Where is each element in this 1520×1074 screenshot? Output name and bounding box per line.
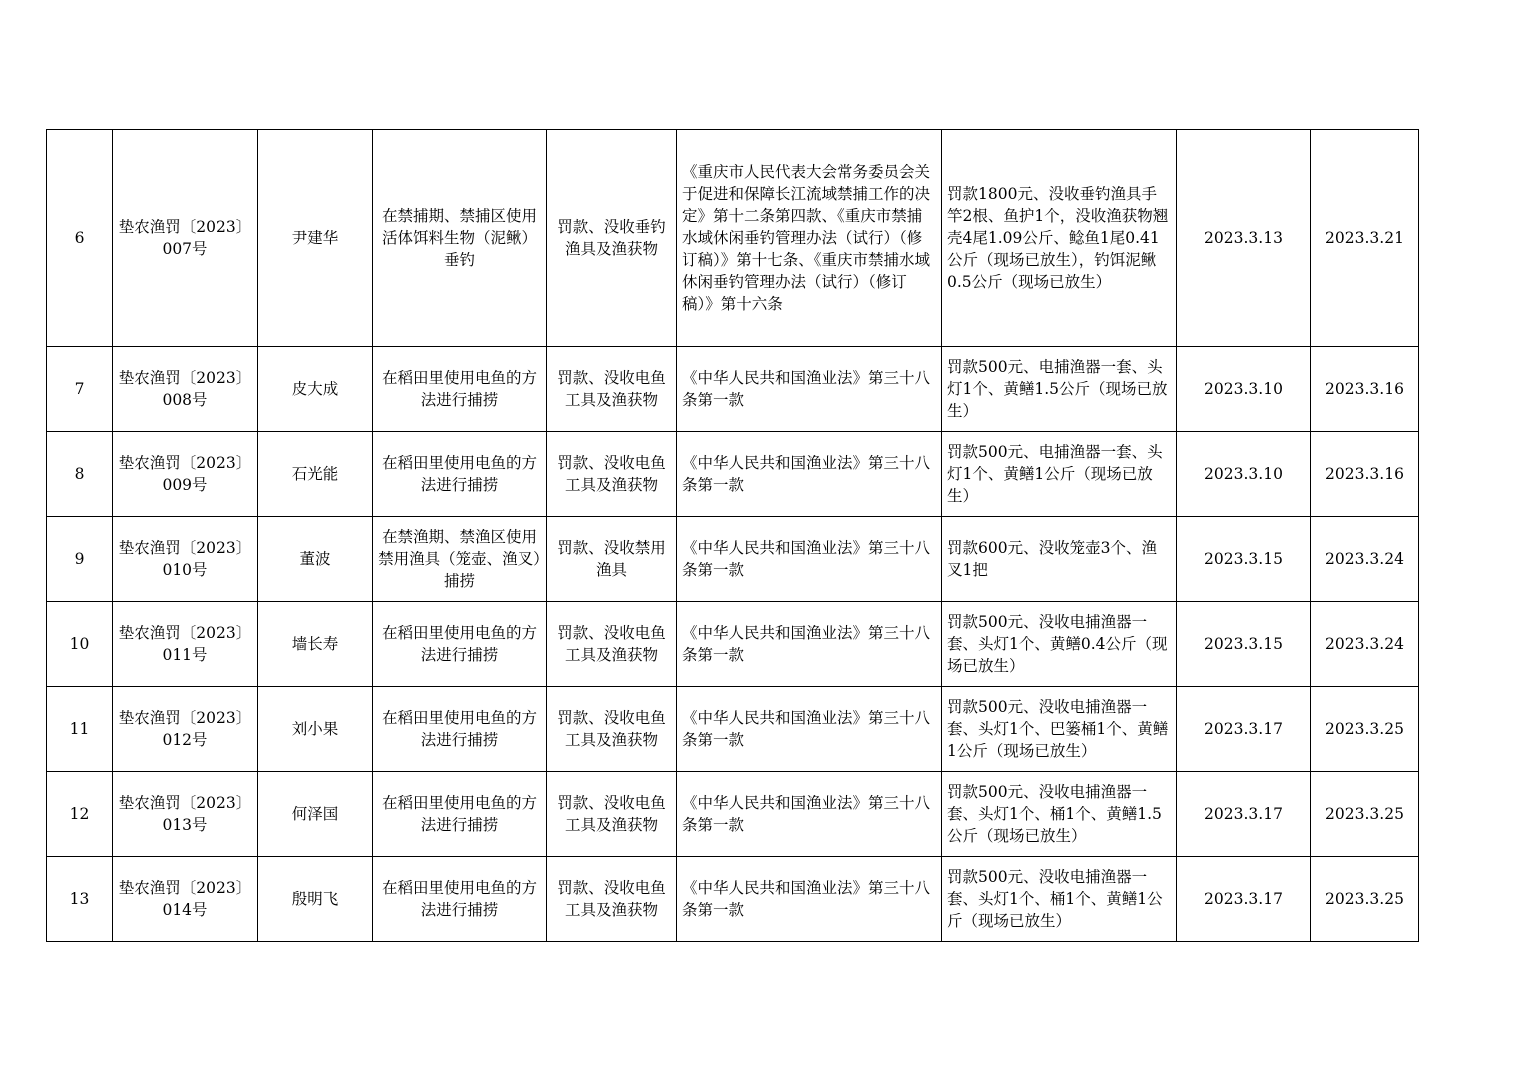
- penalty-result: 罚款500元、电捕渔器一套、头灯1个、黄鳝1.5公斤（现场已放生）: [942, 347, 1177, 432]
- publish-date: 2023.3.24: [1311, 602, 1419, 687]
- case-number: 垫农渔罚〔2023〕007号: [113, 130, 258, 347]
- decision-date: 2023.3.10: [1177, 347, 1311, 432]
- publish-date: 2023.3.16: [1311, 347, 1419, 432]
- party-name: 尹建华: [258, 130, 373, 347]
- penalty-type: 罚款、没收电鱼工具及渔获物: [547, 857, 677, 942]
- decision-date: 2023.3.13: [1177, 130, 1311, 347]
- penalty-basis: 《中华人民共和国渔业法》第三十八条第一款: [677, 347, 942, 432]
- case-number: 垫农渔罚〔2023〕014号: [113, 857, 258, 942]
- violation-fact: 在稻田里使用电鱼的方法进行捕捞: [373, 602, 547, 687]
- row-number: 10: [47, 602, 113, 687]
- table-row: [47, 432, 1419, 517]
- row-number: 11: [47, 687, 113, 772]
- decision-date: 2023.3.17: [1177, 687, 1311, 772]
- penalty-basis: 《中华人民共和国渔业法》第三十八条第一款: [677, 857, 942, 942]
- decision-date: 2023.3.15: [1177, 517, 1311, 602]
- violation-fact: 在稻田里使用电鱼的方法进行捕捞: [373, 687, 547, 772]
- table-row: [47, 130, 1419, 347]
- penalty-basis: 《中华人民共和国渔业法》第三十八条第一款: [677, 687, 942, 772]
- row-number: 9: [47, 517, 113, 602]
- publish-date: 2023.3.25: [1311, 772, 1419, 857]
- penalty-type: 罚款、没收电鱼工具及渔获物: [547, 602, 677, 687]
- table-row: [47, 517, 1419, 602]
- table-body: [47, 130, 1419, 942]
- penalty-type: 罚款、没收电鱼工具及渔获物: [547, 347, 677, 432]
- violation-fact: 在稻田里使用电鱼的方法进行捕捞: [373, 432, 547, 517]
- table-row: [47, 602, 1419, 687]
- party-name: 刘小果: [258, 687, 373, 772]
- publish-date: 2023.3.25: [1311, 857, 1419, 942]
- case-number: 垫农渔罚〔2023〕012号: [113, 687, 258, 772]
- case-number: 垫农渔罚〔2023〕008号: [113, 347, 258, 432]
- row-number: 12: [47, 772, 113, 857]
- row-number: 6: [47, 130, 113, 347]
- publish-date: 2023.3.25: [1311, 687, 1419, 772]
- case-number: 垫农渔罚〔2023〕010号: [113, 517, 258, 602]
- case-number: 垫农渔罚〔2023〕009号: [113, 432, 258, 517]
- violation-fact: 在禁渔期、禁渔区使用禁用渔具（笼壶、渔叉）捕捞: [373, 517, 547, 602]
- penalty-result: 罚款500元、电捕渔器一套、头灯1个、黄鳝1公斤（现场已放生）: [942, 432, 1177, 517]
- penalty-type: 罚款、没收电鱼工具及渔获物: [547, 432, 677, 517]
- violation-fact: 在稻田里使用电鱼的方法进行捕捞: [373, 772, 547, 857]
- penalty-table: [46, 129, 1419, 942]
- party-name: 墙长寿: [258, 602, 373, 687]
- penalty-result: 罚款600元、没收笼壶3个、渔叉1把: [942, 517, 1177, 602]
- penalty-type: 罚款、没收垂钓渔具及渔获物: [547, 130, 677, 347]
- violation-fact: 在稻田里使用电鱼的方法进行捕捞: [373, 857, 547, 942]
- publish-date: 2023.3.21: [1311, 130, 1419, 347]
- publish-date: 2023.3.24: [1311, 517, 1419, 602]
- penalty-basis: 《重庆市人民代表大会常务委员会关于促进和保障长江流域禁捕工作的决定》第十二条第四款、《重庆市禁捕水域休闲垂钓管理办法（试行）（修订稿）》第十七条、《重庆市禁捕水域休闲垂钓管理办法（试行）（修订稿）》第十六条: [677, 130, 942, 347]
- penalty-basis: 《中华人民共和国渔业法》第三十八条第一款: [677, 602, 942, 687]
- party-name: 殷明飞: [258, 857, 373, 942]
- row-number: 13: [47, 857, 113, 942]
- penalty-basis: 《中华人民共和国渔业法》第三十八条第一款: [677, 772, 942, 857]
- case-number: 垫农渔罚〔2023〕013号: [113, 772, 258, 857]
- penalty-result: 罚款1800元、没收垂钓渔具手竿2根、鱼护1个，没收渔获物翘壳4尾1.09公斤、鲶鱼1尾0.41公斤（现场已放生），钓饵泥鳅0.5公斤（现场已放生）: [942, 130, 1177, 347]
- penalty-type: 罚款、没收禁用渔具: [547, 517, 677, 602]
- decision-date: 2023.3.10: [1177, 432, 1311, 517]
- penalty-basis: 《中华人民共和国渔业法》第三十八条第一款: [677, 517, 942, 602]
- party-name: 何泽国: [258, 772, 373, 857]
- decision-date: 2023.3.17: [1177, 772, 1311, 857]
- penalty-basis: 《中华人民共和国渔业法》第三十八条第一款: [677, 432, 942, 517]
- party-name: 石光能: [258, 432, 373, 517]
- decision-date: 2023.3.15: [1177, 602, 1311, 687]
- party-name: 皮大成: [258, 347, 373, 432]
- violation-fact: 在禁捕期、禁捕区使用活体饵料生物（泥鳅）垂钓: [373, 130, 547, 347]
- decision-date: 2023.3.17: [1177, 857, 1311, 942]
- table-row: [47, 347, 1419, 432]
- publish-date: 2023.3.16: [1311, 432, 1419, 517]
- penalty-result: 罚款500元、没收电捕渔器一套、头灯1个、黄鳝0.4公斤（现场已放生）: [942, 602, 1177, 687]
- table-row: [47, 687, 1419, 772]
- penalty-type: 罚款、没收电鱼工具及渔获物: [547, 772, 677, 857]
- party-name: 董波: [258, 517, 373, 602]
- row-number: 8: [47, 432, 113, 517]
- row-number: 7: [47, 347, 113, 432]
- penalty-result: 罚款500元、没收电捕渔器一套、头灯1个、桶1个、黄鳝1.5公斤（现场已放生）: [942, 772, 1177, 857]
- violation-fact: 在稻田里使用电鱼的方法进行捕捞: [373, 347, 547, 432]
- case-number: 垫农渔罚〔2023〕011号: [113, 602, 258, 687]
- table-row: [47, 772, 1419, 857]
- penalty-type: 罚款、没收电鱼工具及渔获物: [547, 687, 677, 772]
- penalty-result: 罚款500元、没收电捕渔器一套、头灯1个、巴篓桶1个、黄鳝1公斤（现场已放生）: [942, 687, 1177, 772]
- table-row: [47, 857, 1419, 942]
- penalty-result: 罚款500元、没收电捕渔器一套、头灯1个、桶1个、黄鳝1公斤（现场已放生）: [942, 857, 1177, 942]
